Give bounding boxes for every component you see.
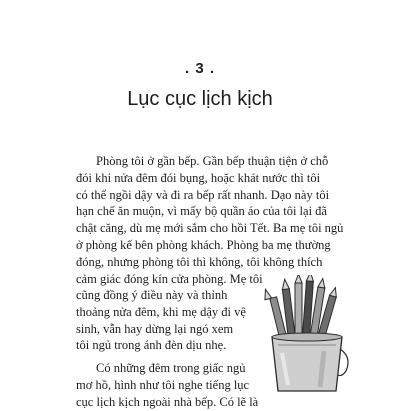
- text-line: hạn chế ăn muộn, vì mấy bộ quần áo của tôi lại đã: [76, 204, 327, 219]
- cup-icon: [272, 333, 348, 391]
- text-line: có thể ngồi dậy và đi ra bếp rất nhanh. Dạo này tôi: [76, 187, 330, 202]
- text-line: mơ hồ, hình như tôi nghe tiếng lục: [76, 377, 250, 392]
- text-line: thoảng nửa đêm, khi mẹ dậy đi vệ: [76, 304, 246, 319]
- wrapped-text: [76, 287, 271, 411]
- text-line: Phòng tôi ở gần bếp. Gần bếp thuận tiện ở chỗ: [96, 154, 329, 168]
- chapter-number: . 3 .: [184, 60, 215, 77]
- text-line: đóng, nhưng phòng tôi thì không, tôi không thích: [76, 254, 323, 269]
- paragraph-one: [76, 153, 358, 287]
- text-line: cảm giác đóng kín cửa phòng. Mẹ tôi: [76, 271, 263, 286]
- text-line: chật căng, dù mẹ mới sắm cho hồi Tết. Ba mẹ tôi ngủ: [76, 221, 344, 236]
- text-line: ở phòng kế bên phòng khách. Phòng ba mẹ thường: [76, 237, 331, 252]
- text-line: sinh, vẫn hay dừng lại ngó xem: [76, 321, 234, 336]
- text-line: cũng đồng ý điều này và thỉnh: [76, 288, 228, 302]
- chapter-title: Lục cục lịch kịch: [127, 88, 273, 110]
- pencil-cup-icon: [262, 275, 352, 395]
- text-line: cục lịch kịch ngoài nhà bếp. Có lẽ là: [76, 394, 259, 409]
- text-line: đói khi nửa đêm đói bụng, hoặc khát nước thì tôi: [76, 170, 321, 185]
- text-line: tôi ngủ trong ánh đèn dịu nhẹ.: [76, 338, 227, 353]
- text-line: Có những đêm trong giấc ngủ: [96, 361, 246, 376]
